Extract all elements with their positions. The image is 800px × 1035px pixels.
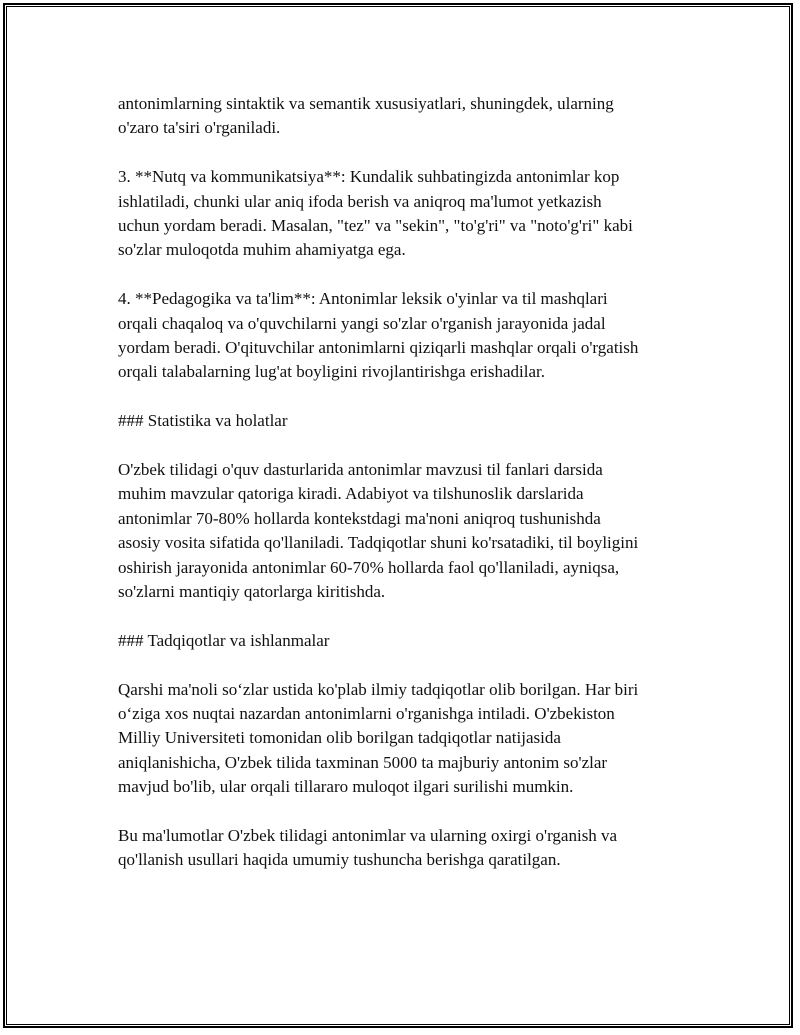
paragraph-intro-continuation: antonimlarning sintaktik va semantik xususiyatlari, shuningdek, ularning o'zaro ta'siri o'rganiladi.: [118, 94, 614, 138]
paragraph-speech-communication: 3. **Nutq va kommunikatsiya**: Kundalik suhbatingizda antonimlar kop ishlatiladi, chunki ular aniq ifoda berish va aniqroq ma'lumot yetkazish uchun yordam beradi. Masalan, "tez" va "sekin", "to'g'ri" va "noto'g'ri" kabi so'zlar muloqotda muhim ahamiyatga ega.: [118, 167, 633, 260]
paragraph-pedagogy-education: 4. **Pedagogika va ta'lim**: Antonimlar leksik o'yinlar va til mashqlari orqali chaqaloq va o'quvchilarni yangi so'zlar o'rganish jarayonida jadal yordam beradi. O'qituvchilar antonimlarni qiziqarli mashqlar orqali o'rgatish orqali talabalarning lug'at boyligini rivojlantirishga erishadilar.: [118, 289, 639, 382]
paragraph-statistics: O'zbek tilidagi o'quv dasturlarida antonimlar mavzusi til fanlari darsida muhim mavzular qatoriga kiradi. Adabiyot va tilshunoslik darslarida antonimlar 70-80% hollarda kontekstdagi ma'noni aniqroq tushunishda asosiy vosita sifatida qo'llaniladi. Tadqiqotlar shuni ko'rsatadiki, til boyligini oshirish jarayonida antonimlar 60-70% hollarda faol qo'llaniladi, ayniqsa, so'zlarni mantiqiy qatorlarga kiritishda.: [118, 460, 639, 602]
document-body: [118, 92, 693, 873]
paragraph-research: Qarshi ma'noli so‘zlar ustida ko'plab ilmiy tadqiqotlar olib borilgan. Har biri o‘ziga xos nuqtai nazardan antonimlarni o'rganishga intiladi. O'zbekiston Milliy Universiteti tomonidan olib borilgan tadqiqotlar natijasida aniqlanishicha, O'zbek tilida taxminan 5000 ta majburiy antonim so'zlar mavjud bo'lib, ular orqali tillararo muloqot ilgari surilishi mumkin.: [118, 679, 639, 797]
section-heading-statistics: ### Statistika va holatlar: [118, 411, 288, 431]
section-heading-research: ### Tadqiqotlar va ishlanmalar: [118, 630, 330, 650]
paragraph-conclusion: Bu ma'lumotlar O'zbek tilidagi antonimlar va ularning oxirgi o'rganish va qo'llanish usullari haqida umumiy tushuncha berishga qaratilgan.: [118, 826, 618, 870]
